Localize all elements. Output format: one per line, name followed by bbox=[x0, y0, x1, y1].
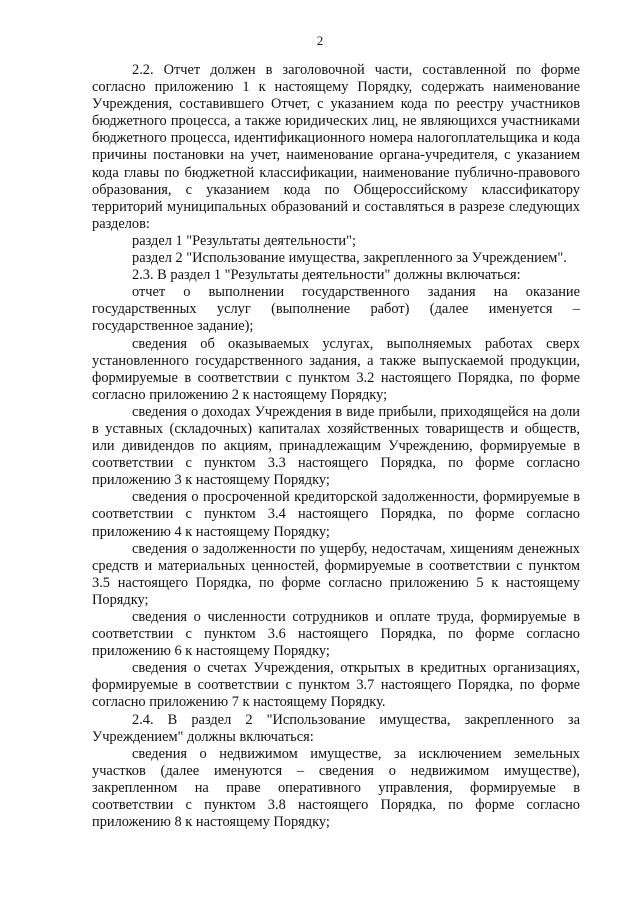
paragraph-2-2: 2.2. Отчет должен в заголовочной части, составленной по форме согласно приложению 1 к настоящему Порядку, содержать наименование Учреждения, составившего Отчет, с указанием кода по реестру участников бюджетного процесса, а также юридических лиц, не являющихся участниками бюджетного процесса, идентификационного номера налогоплательщика и кода причины постановки на учет, наименование органа-учредителя, с указанием кода главы по бюджетной классификации, наименование публично-правового образования, с указанием кода по Общероссийскому классификатору территорий муниципальных образований и составляться в разрезе следующих разделов: bbox=[92, 62, 580, 232]
section-2-item: раздел 2 "Использование имущества, закрепленного за Учреждением". bbox=[132, 250, 567, 267]
document-body bbox=[92, 62, 580, 831]
list-item-staff: сведения о численности сотрудников и оплате труда, формируемые в соответствии с пунктом 3.6 настоящего Порядка, по форме согласно приложению 6 к настоящему Порядку; bbox=[92, 609, 580, 660]
list-item-income: сведения о доходах Учреждения в виде прибыли, приходящейся на доли в уставных (складочных) капиталах хозяйственных товариществ и обществ, или дивидендов по акциям, принадлежащим Учреждению, формируемые в соответствии с пунктом 3.3 настоящего Порядка, по форме согласно приложению 3 к настоящему Порядку; bbox=[92, 403, 580, 489]
list-item-damage-debt: сведения о задолженности по ущербу, недостачам, хищениям денежных средств и материальных ценностей, формируемые в соответствии с пунктом 3.5 настоящего Порядка, по форме согласно приложению 5 к настоящему Порядку; bbox=[92, 540, 580, 608]
paragraph-2-3: 2.3. В раздел 1 "Результаты деятельности" должны включаться: bbox=[132, 267, 521, 284]
list-item-services: сведения об оказываемых услугах, выполняемых работах сверх установленного государственного задания, а также выпускаемой продукции, формируемые в соответствии с пунктом 3.2 настоящего Порядка, по форме согласно приложению 2 к настоящему Порядку; bbox=[92, 335, 580, 403]
section-1-item: раздел 1 "Результаты деятельности"; bbox=[132, 232, 356, 249]
page-number: 2 bbox=[316, 33, 324, 48]
list-item-overdue-debt: сведения о просроченной кредиторской задолженности, формируемые в соответствии с пунктом 3.4 настоящего Порядка, по форме согласно приложению 4 к настоящему Порядку; bbox=[92, 489, 580, 540]
paragraph-2-4: 2.4. В раздел 2 "Использование имущества, закрепленного за Учреждением" должны включаться: bbox=[92, 711, 580, 745]
list-item-real-estate: сведения о недвижимом имуществе, за исключением земельных участков (далее именуются – сведения о недвижимом имуществе), закрепленном на праве оперативного управления, формируемые в соответствии с пунктом 3.8 настоящего Порядка, по форме согласно приложению 8 к настоящему Порядку; bbox=[92, 745, 580, 831]
list-item-accounts: сведения о счетах Учреждения, открытых в кредитных организациях, формируемые в соответствии с пунктом 3.7 настоящего Порядка, по форме согласно приложению 7 к настоящему Порядку. bbox=[92, 660, 580, 711]
list-item-state-task: отчет о выполнении государственного задания на оказание государственных услуг (выполнение работ) (далее именуется – государственное задание); bbox=[92, 284, 580, 335]
